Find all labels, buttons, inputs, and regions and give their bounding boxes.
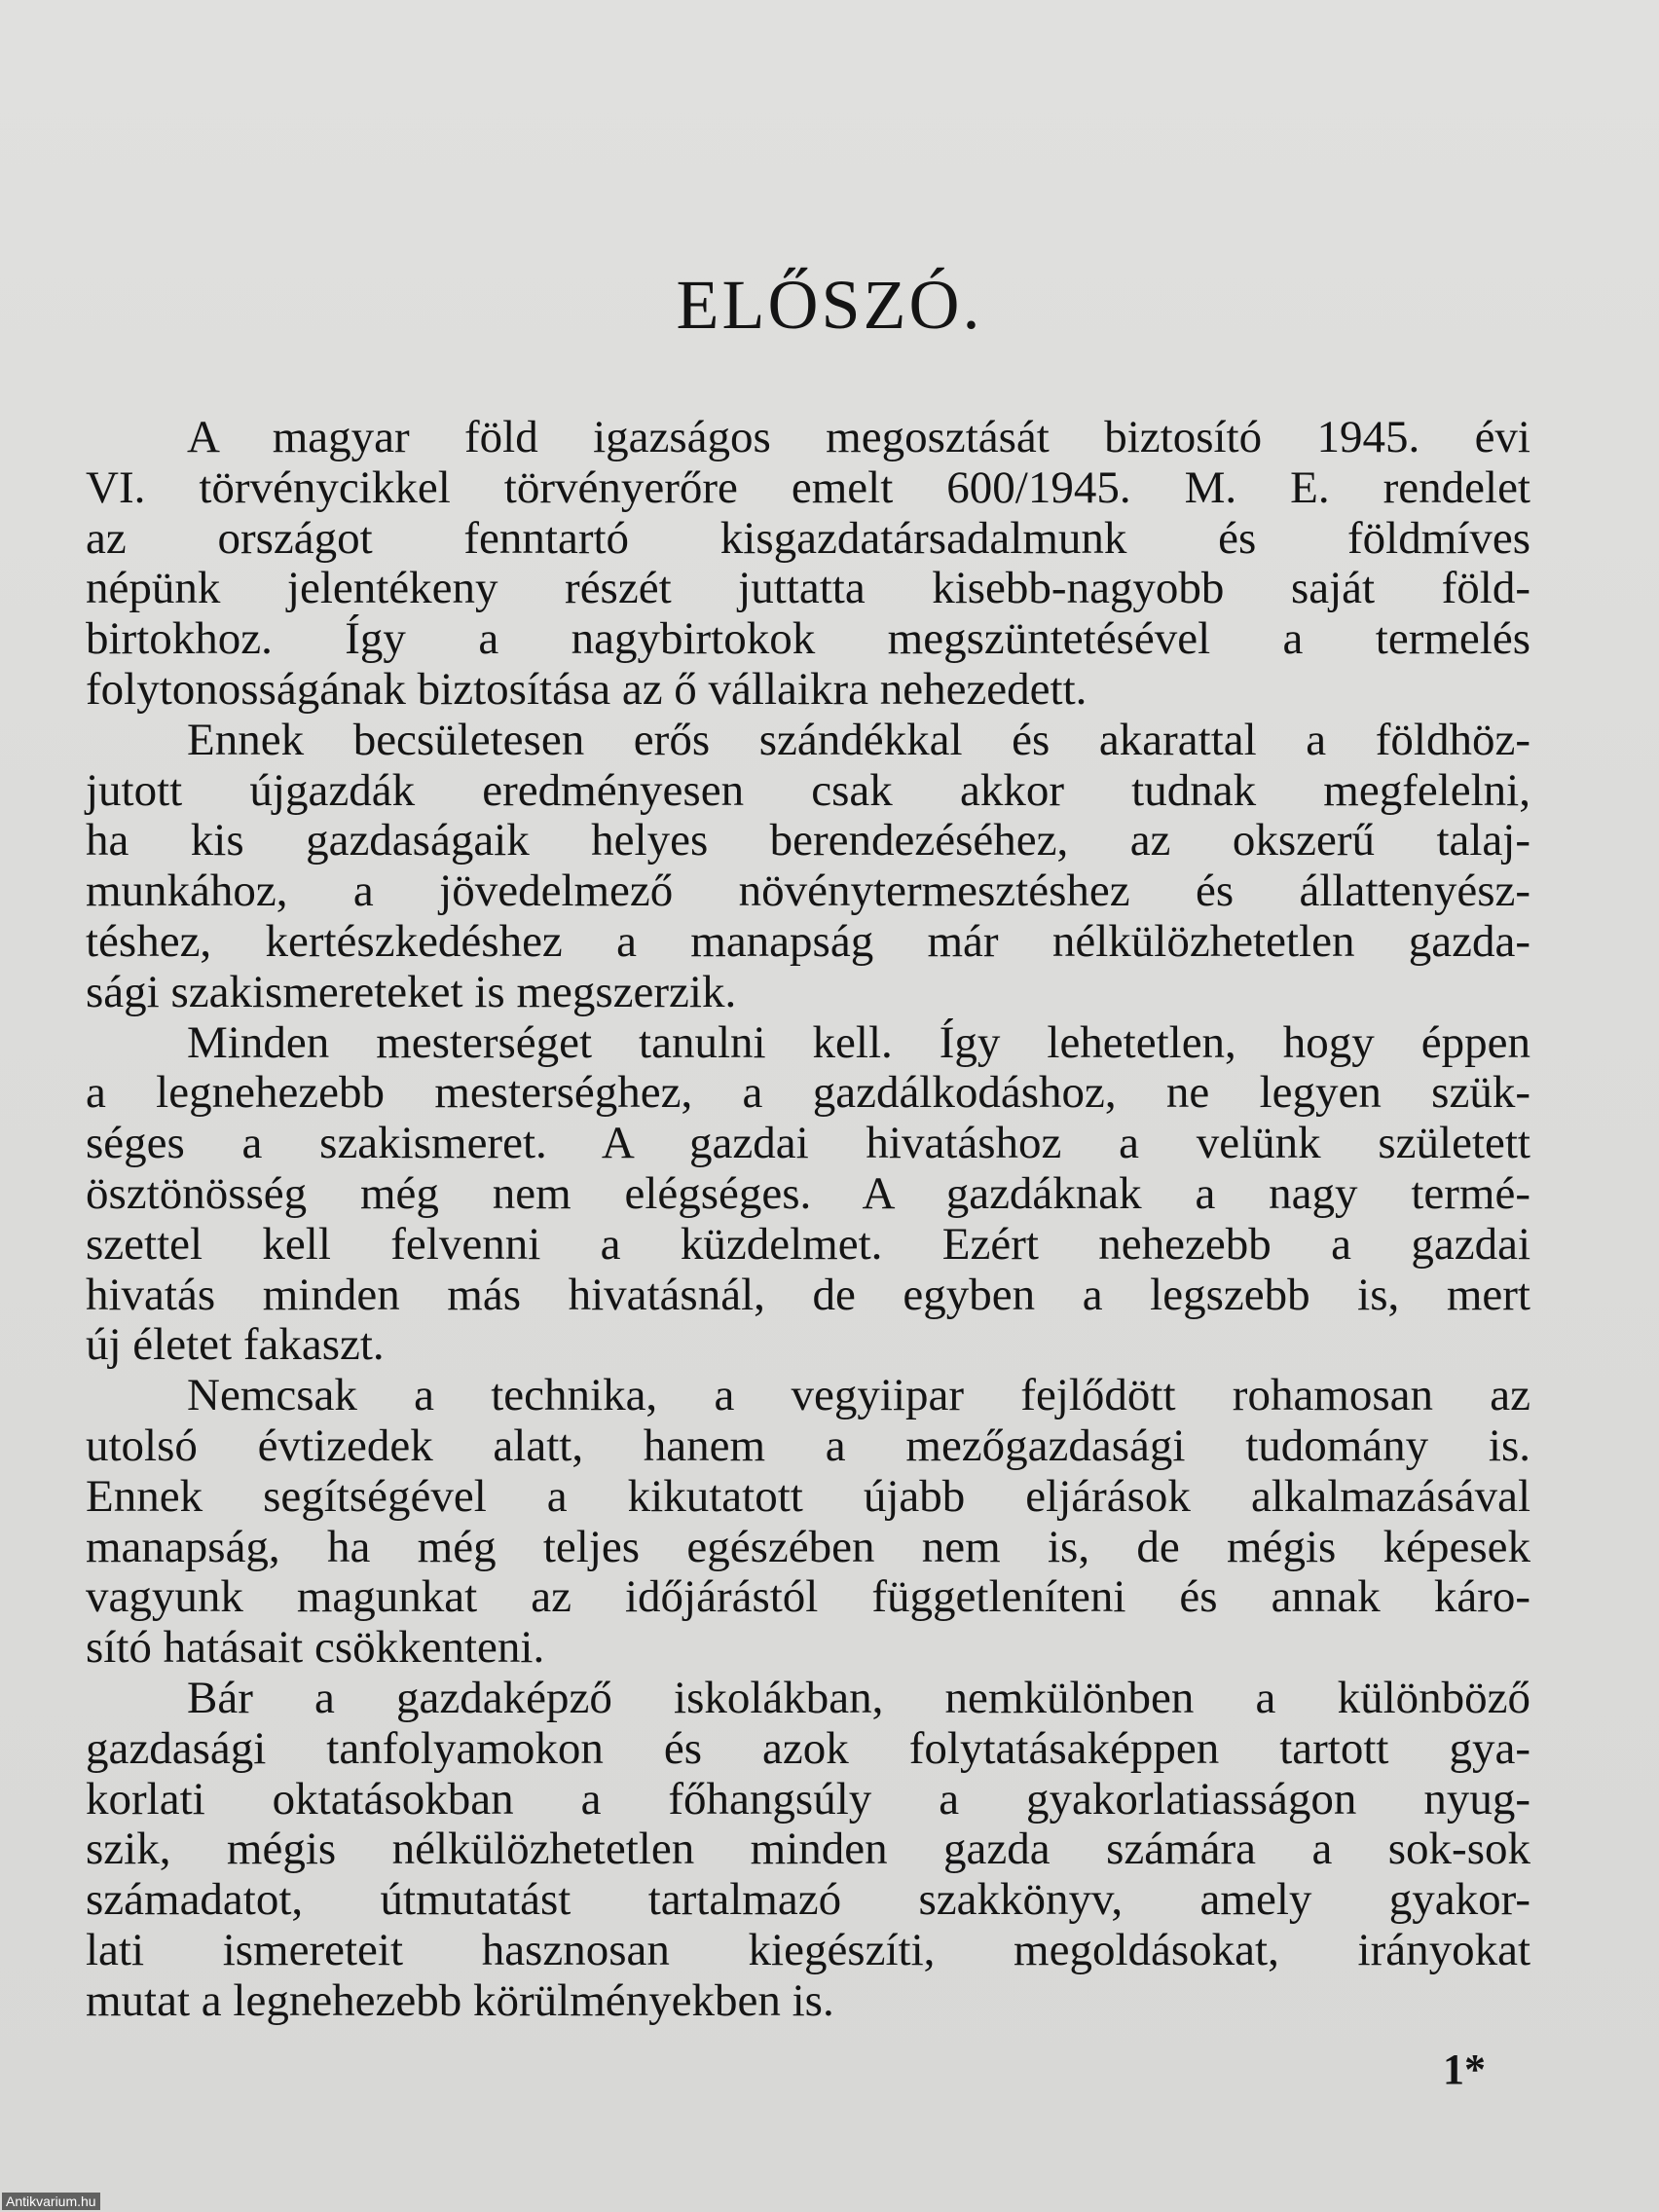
text-line: téshez, kertészkedéshez a manapság már nélkülözhetetlen gazda- — [86, 915, 1530, 967]
text-line: munkához, a jövedelmező növénytermesztéshez és állattenyész- — [86, 866, 1530, 917]
text-line: ösztönösség még nem elégséges. A gazdáknak a nagy termé- — [86, 1167, 1530, 1219]
text-line: jutott újgazdák eredményesen csak akkor tudnak megfelelni, — [86, 764, 1530, 816]
body-text — [86, 413, 1530, 2027]
text-line: hivatás minden más hivatásnál, de egyben a legszebb is, mert — [86, 1269, 1530, 1320]
text-line: az országot fenntartó kisgazdatársadalmunk és földmíves — [86, 512, 1530, 564]
text-line: korlati oktatásokban a főhangsúly a gyakorlatiasságon nyug- — [86, 1773, 1530, 1825]
watermark: Antikvarium.hu — [2, 2193, 100, 2210]
text-line: Minden mesterséget tanulni kell. Így lehetetlen, hogy éppen — [187, 1016, 1530, 1068]
text-line: manapság, ha még teljes egészében nem is, de mégis képesek — [86, 1521, 1530, 1572]
text-line: birtokhoz. Így a nagybirtokok megszüntetésével a termelés — [86, 613, 1530, 665]
text-line: népünk jelentékeny részét juttatta kisebb-nagyobb saját föld- — [86, 563, 1530, 614]
text-line: új életet fakaszt. — [86, 1319, 385, 1371]
text-line: számadatot, útmutatást tartalmazó szakkönyv, amely gyakor- — [86, 1874, 1530, 1926]
text-line: sági szakismereteket is megszerzik. — [86, 966, 737, 1017]
text-line: szettel kell felvenni a küzdelmet. Ezért nehezebb a gazdai — [86, 1218, 1530, 1270]
text-line: séges a szakismeret. A gazdai hivatáshoz a velünk született — [86, 1118, 1530, 1169]
text-line: Bár a gazdaképző iskolákban, nemkülönben a különböző — [187, 1672, 1530, 1723]
page-number: 1* — [1443, 2046, 1486, 2093]
text-line: lati ismereteit hasznosan kiegészíti, megoldásokat, irányokat — [86, 1924, 1530, 1975]
text-line: Nemcsak a technika, a vegyiipar fejlődött rohamosan az — [187, 1370, 1530, 1421]
text-line: folytonosságának biztosítása az ő vállaikra nehezedett. — [86, 663, 1088, 715]
text-line: szik, mégis nélkülözhetetlen minden gazda számára a sok-sok — [86, 1824, 1530, 1875]
text-line: a legnehezebb mesterséghez, a gazdálkodáshoz, ne legyen szük- — [86, 1067, 1530, 1119]
text-line: mutat a legnehezebb körülményekben is. — [86, 1974, 834, 2026]
text-line: A magyar föld igazságos megosztását biztosító 1945. évi — [187, 412, 1530, 462]
text-line: gazdasági tanfolyamokon és azok folytatásaképpen tartott gya- — [86, 1722, 1530, 1774]
text-line: ha kis gazdaságaik helyes berendezéséhez, az okszerű talaj- — [86, 815, 1530, 866]
text-line: VI. törvénycikkel törvényerőre emelt 600/1945. M. E. rendelet — [86, 461, 1530, 513]
text-line: vagyunk magunkat az időjárástól függetleníteni és annak káro- — [86, 1571, 1530, 1623]
text-line: utolsó évtizedek alatt, hanem a mezőgazdasági tudomány is. — [86, 1419, 1530, 1471]
text-line: Ennek becsületesen erős szándékkal és akarattal a földhöz- — [187, 714, 1530, 765]
page-title: ELŐSZÓ. — [676, 266, 983, 344]
text-line: Ennek segítségével a kikutatott újabb eljárások alkalmazásával — [86, 1470, 1530, 1522]
text-line: sító hatásait csökkenteni. — [86, 1622, 545, 1674]
